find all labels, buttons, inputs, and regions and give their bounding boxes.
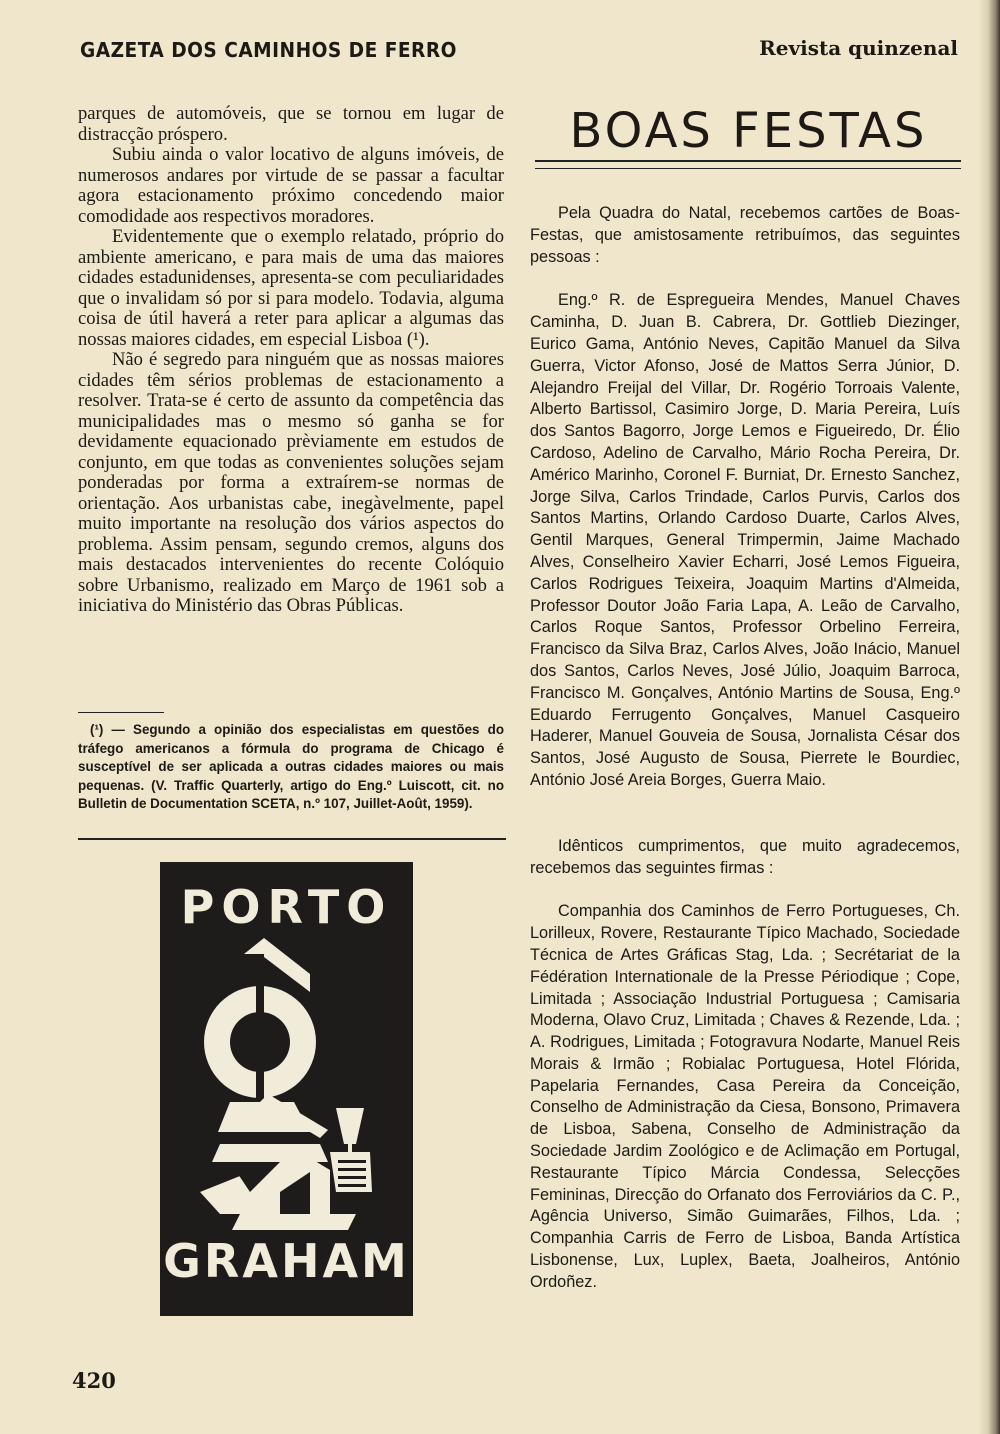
firms-list: Companhia dos Caminhos de Ferro Portugueses, Ch. Lorilleux, Rovere, Restaurante Típico Machado, Sociedade Técnica de Artes Gráficas Stag, Lda. ; Secrétariat de la Fédération Internationale de la Presse Périodique ; Cope, Limitada ; Associação Industrial Portuguesa ; Camisaria Moderna, Olavo Cruz, Limitada ; Chaves & Rezende, Lda. ; A. Rodrigues, Limitada ; Fotogravura Nodarte, Manuel Reis Morais & Irmão ; Robialac Portuguesa, Hotel Flórida, Papelaria Fernandes, Casa Pereira da Conceição, Conselho de Administração da Ciesa, Bonsono, Primavera de Lisboa, Sabena, Conselho de Administração da Sociedade Jardim Zoológico e de Aclimação em Portugal, Restaurante Típico Márcia Condessa, Selecções Femininas, Direcção do Orfanato dos Ferroviários da C. P., Agência Universo, Simão Guimarães, Filhos, Lda. ; Companhia Carris de Ferro de Lisboa, Banda Artística Lisbonense, Lux, Luplex, Baeta, Joalheiros, António Ordoñez. — [530, 902, 960, 1291]
page-spine-shadow — [978, 0, 1000, 1434]
paragraph: Subiu ainda o valor locativo de alguns imóveis, de numerosos andares por virtude de se passar a facultar agora estacionamento próximo concedendo maior comodidade aos respectivos moradores. — [78, 144, 504, 227]
page-number: 420 — [72, 1368, 116, 1393]
porto-graham-advertisement — [160, 862, 413, 1316]
ad-word-graham: GRAHAM — [163, 1234, 410, 1288]
title-double-rule — [535, 160, 961, 169]
right-column-text — [530, 203, 960, 1294]
spacer — [530, 879, 960, 901]
spacer — [530, 268, 960, 290]
footnote-text: (¹) — Segundo a opinião dos especialistas em questões do tráfego americanos a fórmula do programa de Chicago é susceptível de ser aplicada a outras cidades maiores ou mais pequenas. (V. Traffic Quarterly, artigo do Eng.º Luiscott, cit. no Bulletin de Documentation SCETA, n.º 107, Juillet-Août, 1959). — [78, 722, 504, 811]
article-intro: Pela Quadra do Natal, recebemos cartões de Boas-Festas, que amistosamente retribuímos, das seguintes pessoas : — [530, 204, 960, 266]
footnote — [78, 721, 504, 814]
paragraph: parques de automóveis, que se tornou em lugar de distracção próspero. — [78, 103, 504, 145]
journal-title: GAZETA DOS CAMINHOS DE FERRO — [80, 38, 457, 62]
firms-intro: Idênticos cumprimentos, que muito agradecemos, recebemos das seguintes firmas : — [530, 836, 960, 877]
title-rule-thick — [535, 160, 961, 162]
paragraph: Não é segredo para ninguém que as nossas maiores cidades têm sérios problemas de estacionamento a resolver. Trata-se é certo de assunto da competência das municipalidades mas o mesmo só ganha se for devidamente equacionado prèviamente em estudos de conjunto, em que todas as convenientes soluções sejam ponderadas por forma a extraírem-se normas de orientação. Aos urbanistas cabe, inegàvelmente, papel muito importante na resolução dos vários aspectos do problema. Assim pensam, segundo cremos, alguns dos mais destacados intervenientes do recente Colóquio sobre Urbanismo, realizado em Março de 1961 sob a iniciativa do Ministério das Obras Públicas. — [78, 349, 504, 616]
left-column-text — [78, 104, 504, 617]
footnote-rule — [78, 712, 164, 713]
article-title: BOAS FESTAS — [569, 103, 928, 159]
persons-list: Eng.º R. de Espregueira Mendes, Manuel Chaves Caminha, D. Juan B. Cabrera, Dr. Gottlieb Diezinger, Eurico Gama, António Neves, Capitão Manuel da Silva Guerra, Victor Afonso, José de Mattos Serra Júnior, D. Alejandro Freijal del Villar, Dr. Rogério Torroais Valente, Alberto Bartissol, Casimiro Jorge, D. Maria Pereira, Luís dos Santos Bagorro, Jorge Lemos e Figueiredo, Dr. Élio Cardoso, Adelino de Carvalho, Mário Rocha Pereira, Dr. Américo Marinho, Coronel F. Burniat, Dr. Ernesto Sanchez, Jorge Silva, Carlos Trindade, Carlos Purvis, Carlos dos Santos Martins, Orlando Cardoso Duarte, Carlos Alves, Gentil Marques, General Trimpermin, Jaime Machado Alves, Conselheiro Xavier Echarri, José Lemos Figueira, Carlos Rodrigues Teixeira, Joaquim Martins d'Almeida, Professor Doutor João Faria Lapa, A. Leão de Carvalho, Carlos Roque Santos, Professor Orbelino Ferreira, Francisco da Silva Braz, Carlos Alves, João Inácio, Manuel dos Santos, Carlos Neves, José Júlio, Joaquim Barroca, Francisco M. Gonçalves, António Martins de Sousa, Eng.º Eduardo Ferrugento Gonçalves, Manuel Casqueiro Haderer, Manuel Gouveia de Sousa, Jornalista César dos Santos, José Augusto de Sousa, Pierrete le Bourdiec, António José Areia Borges, Guerra Maio. — [530, 291, 960, 789]
ad-word-porto: PORTO — [180, 880, 393, 934]
title-rule-thin — [535, 168, 961, 169]
spacer — [530, 792, 960, 836]
journal-frequency: Revista quinzenal — [759, 36, 958, 60]
section-divider — [78, 838, 506, 840]
paragraph: Evidentemente que o exemplo relatado, próprio do ambiente americano, e para mais de uma das maiores cidades estadunidenses, apresenta-se com peculiaridades que o invalidam só por si para modelo. Todavia, alguma coisa de útil haverá a reter para aplicar a algumas das nossas maiores cidades, em especial Lisboa (¹). — [78, 226, 504, 350]
